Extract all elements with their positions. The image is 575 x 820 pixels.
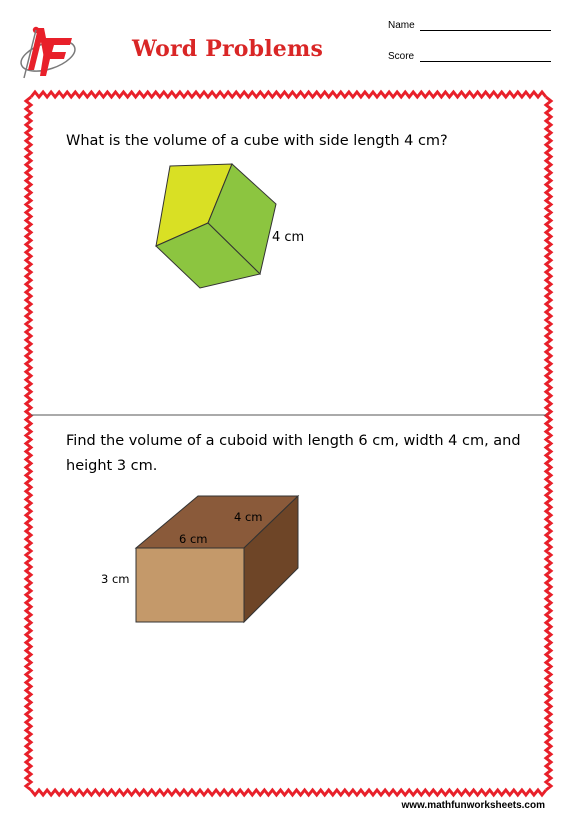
cube-figure — [150, 160, 290, 295]
cuboid-width-label: 4 cm — [234, 510, 263, 524]
cuboid-figure — [134, 494, 304, 626]
border-left — [26, 97, 31, 790]
score-label: Score — [388, 51, 415, 62]
question-2-text: Find the volume of a cuboid with length 6 cm, width 4 cm, and height 3 cm. — [66, 433, 521, 474]
website-link[interactable]: www.mathfunworksheets.com — [401, 800, 545, 811]
page-title: Word Problems — [132, 36, 324, 62]
cuboid-height-label: 3 cm — [101, 572, 130, 586]
border-bottom — [31, 790, 546, 795]
border-right — [546, 97, 551, 790]
border-top — [31, 92, 546, 97]
cuboid-front-face — [136, 548, 244, 622]
cuboid-length-label: 6 cm — [179, 532, 208, 546]
cube-side-label: 4 cm — [272, 230, 305, 245]
question-1-text: What is the volume of a cube with side length 4 cm? — [66, 133, 448, 149]
name-label: Name — [388, 20, 415, 31]
